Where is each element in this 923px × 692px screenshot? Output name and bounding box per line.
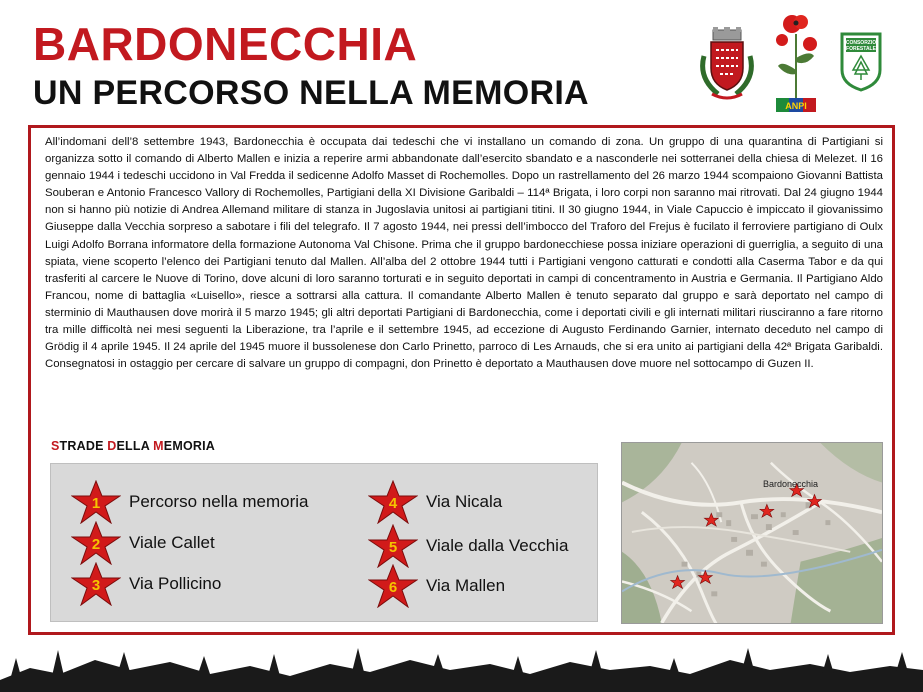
street-number: 6 [388, 579, 398, 596]
street-item [368, 564, 505, 608]
street-number: 5 [388, 539, 398, 556]
svg-text:CONSORZIO: CONSORZIO [845, 40, 877, 46]
star-icon [368, 524, 418, 568]
street-item [368, 480, 502, 524]
history-text: All’indomani dell’8 settembre 1943, Bardonecchia è occupata dai tedeschi che vi installano un comando di zona. Un gruppo di una quarantina di Partigiani si organizza sotto il comando di Alberto Mallen e inizia a reperire armi abbandonate dall’esercito sbandato e a nasconderle nei sotterranei della chiesa di Melezet. Il 16 gennaio 1944 i tedeschi uccidono in Val Fredda il sedicenne Adolfo Masset di Rochemolles. Dopo un rastrellamento del 26 marzo 1944 scompaiono Giovanni Battista Souberan e Antonio Francesco Vallory di Rochemolles, Partigiani della XI Divisione Garibaldi – 114ª Brigata, i loro corpi non saranno mai ritrovati. Dal 24 giugno 1944 non si hanno più notizie di Andrea Allemand militare di stanza in Jugoslavia unitosi ai partigiani titini. Il 30 giugno 1944, in Viale Capuccio è impiccato il giovanissimo Giuseppe dalla Vecchia sorpreso a sabotare i fili del telegrafo. Il 7 agosto 1944, nei pressi dell’imbocco del Traforo del Frejus è fucilato il ferroviere partigiano di Oulx Luigi Adolfo Borrana informatore della formazione Autonoma Val Chisone. Prima che il gruppo bardonecchiese possa iniziare operazioni di guerriglia, a seguito di una spiata, viene scoperto l’elenco dei Partigiani tenuto dal Mallen. All’alba del 2 ottobre 1944 tutti i Partigiani vengono catturati e condotti alla Caserma Tabor e da qui trasferiti al carcere le Nuove di Torino, dove alcuni di loro saranno torturati e in seguito deportati in campi di concentramento in Austria e Germania. Il Partigiano Aldo Francou, nome di battaglia «Luisello», riesce a sottrarsi alla cattura. Il comandante Alberto Mallen è tenuto separato dal gruppo e sarà deportato nel campo di sterminio di Mauthausen dove morirà il 5 marzo 1945; gli altri deportati Partigiani di Bardonecchia, come i deportati civili e gli internati militari riusciranno a fare ritorno tra mille difficoltà nei mesi seguenti la Liberazione, tra l’aprile e il settembre 1945, ad eccezione di Augusto Ferdinando Garnier, internato deceduto nel campo di Grödig il 4 aprile 1945. Il 24 aprile del 1945 muore il bussolenese don Carlo Prinetto, parroco di Les Arnauds, che si era unito ai partigiani della 42ª Brigata Garibaldi. Consegnatosi in ostaggio per cercare di salvare un gruppo di compagni, don Prinetto è deportato a Mauthausen dove muore nel sottocampo di Guzen II. [45, 136, 883, 371]
heading-part-ella: ELLA [116, 439, 154, 453]
star-icon [71, 562, 121, 606]
strade-heading [51, 439, 215, 453]
mountain-silhouette [0, 640, 923, 692]
coat-of-arms-logo [696, 26, 758, 102]
heading-initial-d: D [107, 439, 117, 453]
street-name: Via Pollicino [129, 574, 222, 593]
heading-initial-m: M [153, 439, 164, 453]
street-item [71, 480, 309, 524]
page-subtitle: UN PERCORSO NELLA MEMORIA [33, 74, 589, 112]
heading-part-trade: TRADE [59, 439, 108, 453]
page-title: BARDONECCHIA [33, 18, 418, 70]
street-number: 4 [388, 495, 398, 512]
street-item [71, 521, 215, 565]
street-name: Via Mallen [426, 576, 506, 595]
svg-text:ANPI: ANPI [785, 101, 807, 111]
star-icon [368, 480, 418, 524]
heading-part-emoria: EMORIA [163, 439, 215, 453]
svg-text:FORESTALE: FORESTALE [846, 46, 876, 52]
map-town-label: Bardonecchia [763, 479, 819, 489]
content-frame [28, 125, 895, 635]
street-number: 2 [91, 536, 101, 553]
heading-initial-s: S [51, 439, 60, 453]
street-item [368, 524, 568, 568]
street-name: Via Nicala [426, 492, 503, 511]
star-icon [71, 521, 121, 565]
star-icon [368, 564, 418, 608]
street-item [71, 562, 221, 606]
town-map [621, 442, 883, 624]
street-name: Percorso nella memoria [129, 492, 309, 511]
street-number: 3 [91, 577, 101, 594]
street-name: Viale dalla Vecchia [426, 536, 569, 555]
anpi-logo [770, 10, 822, 116]
street-number: 1 [91, 495, 101, 512]
star-icon [71, 480, 121, 524]
streets-list [50, 463, 598, 622]
street-name: Viale Callet [129, 533, 215, 552]
consorzio-forestale-logo [838, 30, 884, 92]
